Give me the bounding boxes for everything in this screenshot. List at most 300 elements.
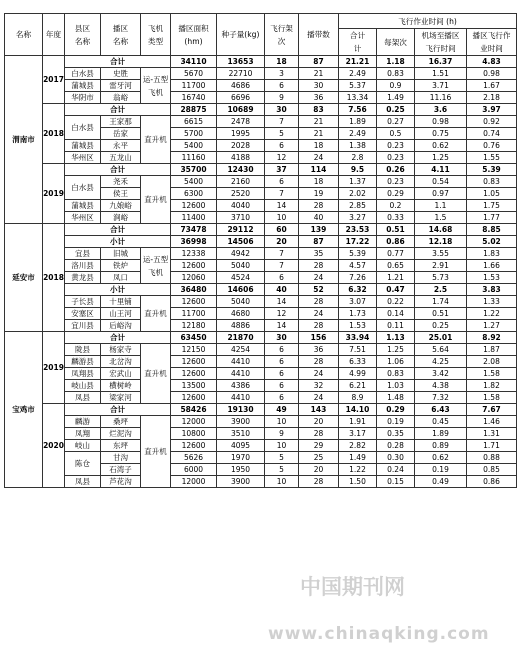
county-cell: 岐山 [65, 440, 101, 452]
table-row [5, 200, 517, 212]
county-cell: 麟游县 [65, 356, 101, 368]
value-cell: 10800 [171, 428, 217, 440]
year-cell: 2018 [43, 224, 65, 332]
value-cell: 0.35 [377, 428, 415, 440]
table-row [5, 104, 517, 116]
value-cell: 10 [265, 440, 299, 452]
value-cell: 2.08 [467, 356, 517, 368]
value-cell: 12600 [171, 368, 217, 380]
area-cell: 宏武山 [101, 368, 141, 380]
value-cell: 6 [265, 272, 299, 284]
value-cell: 12000 [171, 416, 217, 428]
value-cell: 2028 [217, 140, 265, 152]
value-cell: 0.45 [415, 416, 467, 428]
value-cell: 143 [299, 404, 339, 416]
value-cell: 5400 [171, 176, 217, 188]
county-cell: 子长县 [65, 296, 101, 308]
value-cell: 24 [299, 308, 339, 320]
header-strips: 播带数 [299, 14, 339, 56]
value-cell: 3.97 [467, 104, 517, 116]
value-cell: 1.74 [415, 296, 467, 308]
value-cell: 1.50 [339, 476, 377, 488]
county-cell: 华州区 [65, 212, 101, 224]
aircraft-cell: 运-五型飞机 [141, 68, 171, 104]
aircraft-cell: 直升机 [141, 296, 171, 332]
county-cell: 黄龙县 [65, 272, 101, 284]
value-cell: 0.9 [377, 80, 415, 92]
value-cell: 36 [299, 344, 339, 356]
value-cell: 28 [299, 260, 339, 272]
value-cell: 12600 [171, 296, 217, 308]
value-cell: 0.65 [377, 260, 415, 272]
value-cell: 12600 [171, 260, 217, 272]
value-cell: 33.94 [339, 332, 377, 344]
value-cell: 12180 [171, 320, 217, 332]
value-cell: 3.83 [467, 284, 517, 296]
county-cell: 凤翔 [65, 428, 101, 440]
area-cell: 后峪沟 [101, 320, 141, 332]
value-cell: 6000 [171, 464, 217, 476]
value-cell: 6.21 [339, 380, 377, 392]
value-cell: 1.49 [339, 452, 377, 464]
value-cell: 4386 [217, 380, 265, 392]
value-cell: 5700 [171, 128, 217, 140]
value-cell: 6696 [217, 92, 265, 104]
aircraft-cell: 直升机 [141, 344, 171, 404]
total-label: 合计 [65, 332, 171, 344]
value-cell: 12338 [171, 248, 217, 260]
value-cell: 28 [299, 476, 339, 488]
header-per-sortie: 每架次 [377, 29, 415, 56]
value-cell: 4254 [217, 344, 265, 356]
value-cell: 5040 [217, 260, 265, 272]
value-cell: 14.10 [339, 404, 377, 416]
value-cell: 7 [265, 260, 299, 272]
value-cell: 1.55 [467, 152, 517, 164]
value-cell: 3.55 [415, 248, 467, 260]
value-cell: 1.53 [467, 272, 517, 284]
value-cell: 1.82 [467, 380, 517, 392]
value-cell: 0.5 [377, 128, 415, 140]
value-cell: 4410 [217, 356, 265, 368]
area-cell: 横树岭 [101, 380, 141, 392]
value-cell: 83 [299, 104, 339, 116]
aircraft-cell: 直升机 [141, 116, 171, 164]
value-cell: 2.18 [467, 92, 517, 104]
value-cell: 1.5 [415, 212, 467, 224]
area-cell: 五龙山 [101, 152, 141, 164]
subtotal-label: 小计 [65, 236, 171, 248]
value-cell: 16.37 [415, 56, 467, 68]
value-cell: 58426 [171, 404, 217, 416]
year-cell: 2018 [43, 104, 65, 164]
value-cell: 28 [299, 200, 339, 212]
value-cell: 28 [299, 356, 339, 368]
header-region: 名称 [5, 14, 43, 56]
value-cell: 11400 [171, 212, 217, 224]
county-cell: 蒲城县 [65, 80, 101, 92]
header-flight-time: 飞行作业时间 (h) [339, 14, 517, 29]
value-cell: 4.11 [415, 164, 467, 176]
header-county: 县区 名称 [65, 14, 101, 56]
area-cell: 十里铺 [101, 296, 141, 308]
value-cell: 1.13 [377, 332, 415, 344]
table-row [5, 224, 517, 236]
value-cell: 37 [265, 164, 299, 176]
value-cell: 0.25 [415, 320, 467, 332]
value-cell: 4.99 [339, 368, 377, 380]
area-cell: 翁峪 [101, 92, 141, 104]
value-cell: 1.49 [377, 92, 415, 104]
value-cell: 10689 [217, 104, 265, 116]
total-label: 合计 [65, 224, 171, 236]
year-cell: 2019 [43, 164, 65, 224]
value-cell: 17.22 [339, 236, 377, 248]
value-cell: 7 [265, 248, 299, 260]
county-cell: 安塞区 [65, 308, 101, 320]
total-label: 合计 [65, 104, 171, 116]
value-cell: 24 [299, 392, 339, 404]
value-cell: 2160 [217, 176, 265, 188]
value-cell: 0.23 [377, 152, 415, 164]
value-cell: 11.16 [415, 92, 467, 104]
area-cell: 烂泥沟 [101, 428, 141, 440]
value-cell: 7.67 [467, 404, 517, 416]
value-cell: 0.26 [377, 164, 415, 176]
value-cell: 14 [265, 320, 299, 332]
county-cell: 凤县 [65, 392, 101, 404]
header-sow-area: 播区面积 (hm) [171, 14, 217, 56]
watermark-cn: 中国期刊网 [300, 575, 405, 599]
value-cell: 13653 [217, 56, 265, 68]
value-cell: 1.06 [377, 356, 415, 368]
value-cell: 0.23 [377, 176, 415, 188]
value-cell: 0.29 [377, 188, 415, 200]
county-cell: 洛川县 [65, 260, 101, 272]
value-cell: 1.37 [339, 176, 377, 188]
table-row [5, 236, 517, 248]
value-cell: 1.66 [467, 260, 517, 272]
value-cell: 5400 [171, 140, 217, 152]
area-cell: 桑坪 [101, 416, 141, 428]
value-cell: 2520 [217, 188, 265, 200]
value-cell: 0.86 [377, 236, 415, 248]
value-cell: 9.5 [339, 164, 377, 176]
value-cell: 1.87 [467, 344, 517, 356]
value-cell: 1.03 [377, 380, 415, 392]
table-row [5, 116, 517, 128]
value-cell: 2.82 [339, 440, 377, 452]
value-cell: 0.27 [377, 116, 415, 128]
value-cell: 24 [299, 368, 339, 380]
table-row [5, 272, 517, 284]
county-cell: 陈仓 [65, 452, 101, 476]
value-cell: 28 [299, 320, 339, 332]
value-cell: 6300 [171, 188, 217, 200]
value-cell: 0.15 [377, 476, 415, 488]
value-cell: 8.92 [467, 332, 517, 344]
value-cell: 2.02 [339, 188, 377, 200]
value-cell: 5 [265, 452, 299, 464]
value-cell: 40 [299, 212, 339, 224]
value-cell: 0.89 [415, 440, 467, 452]
value-cell: 12 [265, 308, 299, 320]
header-sorties: 飞行架 次 [265, 14, 299, 56]
value-cell: 22710 [217, 68, 265, 80]
value-cell: 1.89 [339, 116, 377, 128]
table-row [5, 356, 517, 368]
value-cell: 4942 [217, 248, 265, 260]
table-row [5, 344, 517, 356]
value-cell: 7.26 [339, 272, 377, 284]
table-row [5, 416, 517, 428]
county-cell: 宜川县 [65, 320, 101, 332]
area-cell: 岳家 [101, 128, 141, 140]
value-cell: 0.24 [377, 464, 415, 476]
value-cell: 1.71 [467, 440, 517, 452]
area-cell: 尧禾 [101, 176, 141, 188]
value-cell: 0.19 [415, 464, 467, 476]
value-cell: 25 [299, 452, 339, 464]
value-cell: 4524 [217, 272, 265, 284]
value-cell: 7.32 [415, 392, 467, 404]
table-row [5, 92, 517, 104]
value-cell: 0.62 [415, 140, 467, 152]
table-row [5, 296, 517, 308]
value-cell: 2.8 [339, 152, 377, 164]
area-cell: 芦花沟 [101, 476, 141, 488]
table-row [5, 428, 517, 440]
value-cell: 25.01 [415, 332, 467, 344]
value-cell: 1.51 [415, 68, 467, 80]
value-cell: 2.49 [339, 68, 377, 80]
value-cell: 10 [265, 476, 299, 488]
value-cell: 28875 [171, 104, 217, 116]
value-cell: 73478 [171, 224, 217, 236]
value-cell: 2478 [217, 116, 265, 128]
value-cell: 0.11 [377, 320, 415, 332]
value-cell: 12 [265, 152, 299, 164]
value-cell: 0.14 [377, 308, 415, 320]
table-row [5, 452, 517, 464]
value-cell: 1.22 [467, 308, 517, 320]
region-cell: 延安市 [5, 224, 43, 332]
value-cell: 12.18 [415, 236, 467, 248]
value-cell: 0.33 [377, 212, 415, 224]
value-cell: 36480 [171, 284, 217, 296]
area-cell: 梁家河 [101, 392, 141, 404]
value-cell: 0.83 [377, 68, 415, 80]
value-cell: 10 [265, 212, 299, 224]
value-cell: 139 [299, 224, 339, 236]
value-cell: 2.5 [415, 284, 467, 296]
value-cell: 1.75 [467, 200, 517, 212]
value-cell: 1.67 [467, 80, 517, 92]
value-cell: 19 [299, 188, 339, 200]
value-cell: 1.05 [467, 188, 517, 200]
value-cell: 2.85 [339, 200, 377, 212]
value-cell: 6.33 [339, 356, 377, 368]
value-cell: 1.33 [467, 296, 517, 308]
value-cell: 0.86 [467, 476, 517, 488]
value-cell: 5.39 [339, 248, 377, 260]
value-cell: 0.28 [377, 440, 415, 452]
value-cell: 5.64 [415, 344, 467, 356]
value-cell: 23.53 [339, 224, 377, 236]
value-cell: 11700 [171, 80, 217, 92]
area-cell: 凤口 [101, 272, 141, 284]
header-time-total: 合计 计 [339, 29, 377, 56]
value-cell: 11700 [171, 308, 217, 320]
value-cell: 4.57 [339, 260, 377, 272]
value-cell: 6 [265, 176, 299, 188]
value-cell: 6 [265, 368, 299, 380]
table-row [5, 248, 517, 260]
value-cell: 3.6 [415, 104, 467, 116]
value-cell: 36 [299, 92, 339, 104]
value-cell: 6 [265, 344, 299, 356]
value-cell: 1.91 [339, 416, 377, 428]
table-row [5, 212, 517, 224]
value-cell: 1.48 [377, 392, 415, 404]
value-cell: 21.21 [339, 56, 377, 68]
value-cell: 49 [265, 404, 299, 416]
table-row [5, 176, 517, 188]
value-cell: 6 [265, 356, 299, 368]
value-cell: 0.92 [467, 116, 517, 128]
value-cell: 30 [265, 332, 299, 344]
header-seed: 种子量(kg) [217, 14, 265, 56]
value-cell: 10 [265, 416, 299, 428]
value-cell: 21 [299, 68, 339, 80]
value-cell: 0.2 [377, 200, 415, 212]
table-row [5, 368, 517, 380]
value-cell: 35700 [171, 164, 217, 176]
value-cell: 0.74 [467, 128, 517, 140]
area-cell: 东坪 [101, 440, 141, 452]
value-cell: 6.43 [415, 404, 467, 416]
value-cell: 5 [265, 128, 299, 140]
value-cell: 4886 [217, 320, 265, 332]
table-row [5, 80, 517, 92]
value-cell: 12000 [171, 476, 217, 488]
value-cell: 1.31 [467, 428, 517, 440]
value-cell: 0.51 [377, 224, 415, 236]
area-cell: 甘沟 [101, 452, 141, 464]
area-cell: 侯王 [101, 188, 141, 200]
value-cell: 13.34 [339, 92, 377, 104]
value-cell: 1970 [217, 452, 265, 464]
value-cell: 3900 [217, 416, 265, 428]
value-cell: 1.58 [467, 368, 517, 380]
value-cell: 5 [265, 464, 299, 476]
value-cell: 1.53 [339, 320, 377, 332]
area-cell: 石湾子 [101, 464, 141, 476]
area-cell: 铁炉 [101, 260, 141, 272]
region-cell: 渭南市 [5, 56, 43, 224]
value-cell: 3.27 [339, 212, 377, 224]
value-cell: 8.85 [467, 224, 517, 236]
value-cell: 24 [299, 152, 339, 164]
value-cell: 52 [299, 284, 339, 296]
value-cell: 6615 [171, 116, 217, 128]
value-cell: 4095 [217, 440, 265, 452]
value-cell: 1.83 [467, 248, 517, 260]
value-cell: 30 [265, 104, 299, 116]
value-cell: 3900 [217, 476, 265, 488]
value-cell: 3.17 [339, 428, 377, 440]
table-row [5, 332, 517, 344]
area-cell: 北岔沟 [101, 356, 141, 368]
value-cell: 0.88 [467, 452, 517, 464]
total-label: 合计 [65, 404, 171, 416]
value-cell: 5040 [217, 296, 265, 308]
flight-seeding-table [4, 13, 517, 488]
year-cell: 2017 [43, 56, 65, 104]
value-cell: 0.62 [415, 452, 467, 464]
value-cell: 1.21 [377, 272, 415, 284]
value-cell: 0.51 [415, 308, 467, 320]
value-cell: 29 [299, 440, 339, 452]
header-in-area: 播区飞行作 业时间 [467, 29, 517, 56]
value-cell: 12600 [171, 440, 217, 452]
table-row [5, 380, 517, 392]
value-cell: 1.25 [415, 152, 467, 164]
value-cell: 3.71 [415, 80, 467, 92]
value-cell: 3.42 [415, 368, 467, 380]
value-cell: 12150 [171, 344, 217, 356]
area-cell: 王家那 [101, 116, 141, 128]
value-cell: 24 [299, 272, 339, 284]
table-row [5, 260, 517, 272]
value-cell: 29112 [217, 224, 265, 236]
area-cell: 杨家寺 [101, 344, 141, 356]
value-cell: 35 [299, 248, 339, 260]
watermark-url: www.chinaqking.com [268, 624, 490, 644]
header-area-name: 播区 名称 [101, 14, 141, 56]
value-cell: 14 [265, 200, 299, 212]
value-cell: 7.51 [339, 344, 377, 356]
value-cell: 12060 [171, 272, 217, 284]
value-cell: 18 [299, 140, 339, 152]
county-cell: 蒲城县 [65, 200, 101, 212]
value-cell: 4680 [217, 308, 265, 320]
value-cell: 20 [299, 464, 339, 476]
total-label: 合计 [65, 164, 171, 176]
value-cell: 0.97 [415, 188, 467, 200]
value-cell: 4410 [217, 392, 265, 404]
value-cell: 0.83 [377, 368, 415, 380]
value-cell: 12430 [217, 164, 265, 176]
value-cell: 87 [299, 236, 339, 248]
value-cell: 6.32 [339, 284, 377, 296]
area-cell: 雷牙河 [101, 80, 141, 92]
area-cell: 史胜 [101, 68, 141, 80]
value-cell: 14.68 [415, 224, 467, 236]
county-cell: 白水县 [65, 68, 101, 80]
value-cell: 3710 [217, 212, 265, 224]
value-cell: 0.19 [377, 416, 415, 428]
value-cell: 30 [299, 80, 339, 92]
table-row [5, 476, 517, 488]
value-cell: 1.46 [467, 416, 517, 428]
county-cell: 岐山县 [65, 380, 101, 392]
county-cell: 宜县 [65, 248, 101, 260]
value-cell: 4.25 [415, 356, 467, 368]
value-cell: 6 [265, 392, 299, 404]
area-cell: 涧峪 [101, 212, 141, 224]
table-row [5, 152, 517, 164]
